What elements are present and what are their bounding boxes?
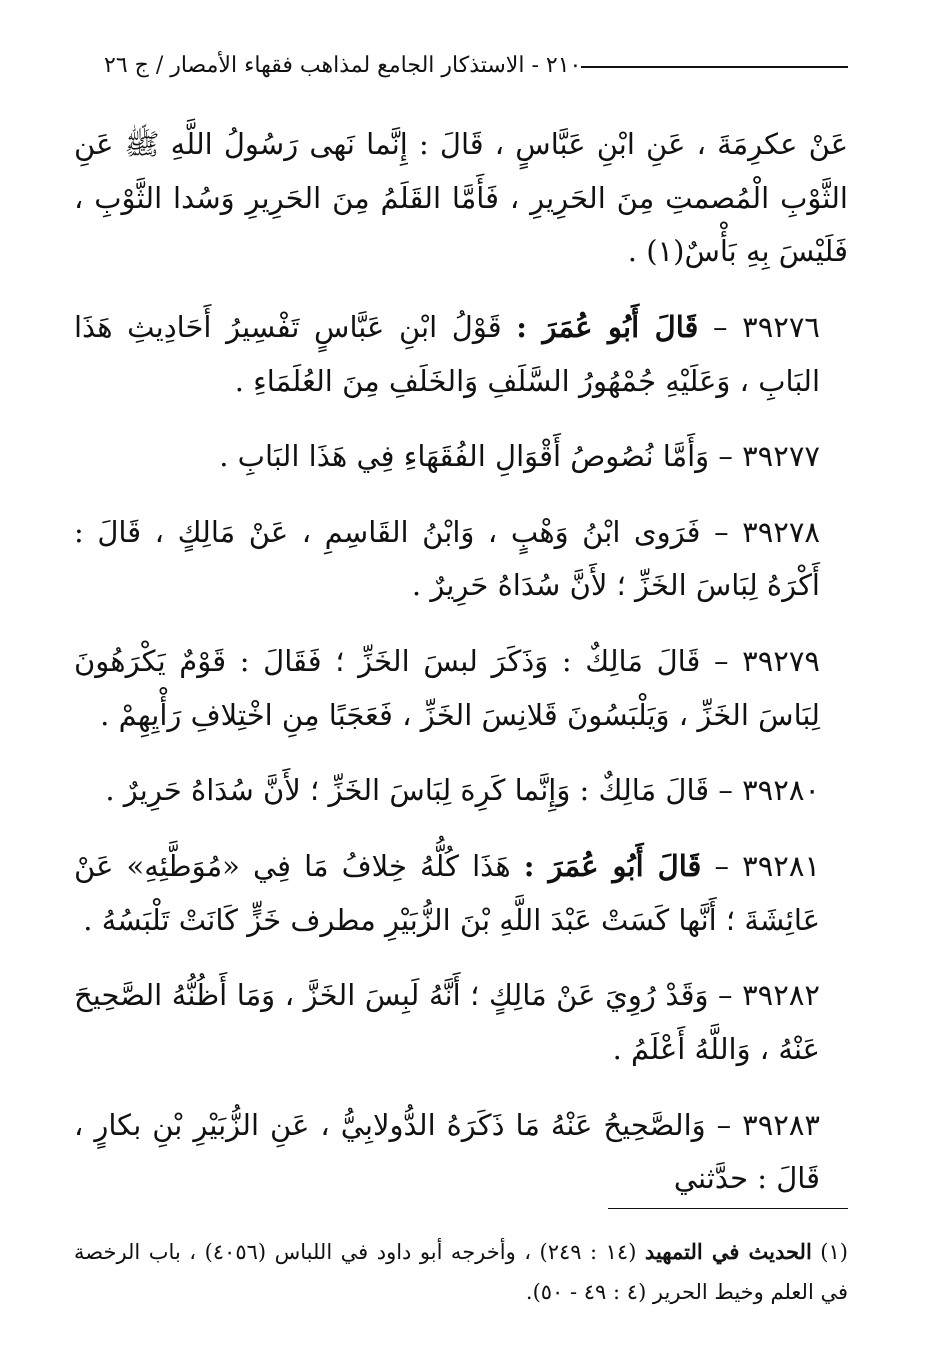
- dash: –: [716, 1107, 732, 1142]
- footnote-marker: (١): [820, 1240, 848, 1264]
- paragraph-number: ٣٩٢٧٦: [742, 309, 821, 344]
- paragraph-number: ٣٩٢٧٧: [742, 439, 820, 474]
- footnote: [74, 1232, 848, 1313]
- paragraph-lead: قَالَ أَبُو عُمَرَ :: [516, 309, 699, 344]
- footnote-separator: [608, 1208, 848, 1209]
- numbered-paragraph: [74, 430, 848, 484]
- paragraph-text: فَرَوى ابْنُ وَهْبٍ ، وَابْنُ القَاسِمِ ، عَنْ مَالِكٍ ، قَالَ : أَكْرَهُ لِبَاسَ الخَزِّ ؛ لأَنَّ سُدَاهُ حَرِيرٌ .: [74, 514, 820, 603]
- paragraph-number: ٣٩٢٧٨: [742, 514, 821, 549]
- footnotes: [74, 1232, 848, 1313]
- dash: –: [713, 309, 728, 344]
- paragraph-text: وَالصَّحِيحُ عَنْهُ مَا ذَكَرَهُ الدُّولابِيُّ ، عَنِ الزُّبَيْرِ بْنِ بكارٍ ، قَالَ : حدَّثني: [74, 1107, 820, 1196]
- numbered-paragraph: [74, 635, 848, 742]
- paragraph-number: ٣٩٢٨٠: [742, 773, 820, 808]
- numbered-paragraph: [74, 969, 848, 1076]
- paragraph-text: وَأَمَّا نُصُوصُ أَقْوَالِ الفُقَهَاءِ فِي هَذَا البَابِ .: [219, 439, 710, 474]
- dash: –: [718, 978, 733, 1013]
- running-head: ٢١٠ - الاستذكار الجامع لمذاهب فقهاء الأمصار / ج ٢٦: [104, 52, 582, 78]
- paragraph-text: عَنْ عكرِمَةَ ، عَنِ ابْنِ عَبَّاسٍ ، قَالَ : إِنَّما نَهى رَسُولُ اللَّهِ ﷺ عَنِ الثَّوْبِ الْمُصمتِ مِنَ الحَرِيرِ ، فَأَمَّا القَلَمُ مِنَ الحَرِيرِ وَسُدا الثَّوْبِ ، فَلَيْسَ بِهِ بَأْسٌ(١) .: [74, 127, 848, 269]
- footnote-text: (١٤ : ٢٤٩) ، وأخرجه أبو داود في اللباس (٤٠٥٦) ، باب الرخصة في العلم وخيط الحرير (٤ : ٤٩ - ٥٠).: [74, 1240, 848, 1304]
- paragraph-text: قَالَ مَالِكٌ : وَإِنَّما كَرِهَ لِبَاسَ الخَزِّ ؛ لأَنَّ سُدَاهُ حَرِيرٌ .: [105, 773, 710, 808]
- paragraph: [74, 118, 848, 279]
- numbered-paragraph: [74, 301, 848, 408]
- paragraph-text: قَالَ مَالِكٌ : وَذَكَرَ لبسَ الخَزِّ ؛ فَقَالَ : قَوْمٌ يَكْرَهُونَ لِبَاسَ الخَزِّ ، وَيَلْبَسُونَ قَلانِسَ الخَزِّ ، فَعَجَبًا مِنِ اخْتِلافِ رَأْيِهِمْ .: [74, 644, 820, 732]
- paragraph-lead: قَالَ أَبُو عُمَرَ :: [523, 849, 702, 884]
- paragraph-number: ٣٩٢٨٣: [742, 1107, 821, 1142]
- paragraph-number: ٣٩٢٨١: [742, 849, 821, 884]
- numbered-paragraph: [74, 764, 848, 818]
- dash: –: [718, 773, 733, 808]
- numbered-paragraph: [74, 840, 848, 947]
- dash: –: [714, 849, 730, 884]
- dash: –: [713, 644, 729, 679]
- numbered-paragraph: [74, 506, 848, 613]
- footnote-lead: الحديث في التمهيد: [644, 1239, 812, 1264]
- paragraph-text: هَذَا كُلُّهُ خِلافُ مَا فِي «مُوَطَّئِهِ» عَنْ عَائِشَةَ ؛ أَنَّها كَسَتْ عَبْدَ اللَّهِ بْنَ الزُّبَيْرِ مطرف خَزٍّ كَانَتْ تَلْبَسُهُ .: [74, 849, 820, 937]
- numbered-paragraph: [74, 1099, 848, 1206]
- header-rule: [581, 66, 848, 68]
- paragraph-text: قَوْلُ ابْنِ عَبَّاسٍ تَفْسِيرُ أَحَادِيثِ هَذَا البَابِ ، وَعَلَيْهِ جُمْهُورُ السَّلَفِ وَالخَلَفِ مِنَ العُلَمَاءِ .: [74, 309, 820, 398]
- paragraph-number: ٣٩٢٨٢: [742, 978, 820, 1013]
- paragraph-number: ٣٩٢٧٩: [742, 644, 821, 679]
- paragraph-text: وَقَدْ رُوِيَ عَنْ مَالِكٍ ؛ أَنَّهُ لَبِسَ الخَزَّ ، وَمَا أَظُنُّهُ الصَّحِيحَ عَنْهُ ، وَاللَّهُ أَعْلَمُ .: [74, 978, 820, 1066]
- page-header: [88, 48, 848, 82]
- dash: –: [718, 439, 733, 474]
- dash: –: [714, 514, 729, 549]
- page-body: [74, 118, 848, 1228]
